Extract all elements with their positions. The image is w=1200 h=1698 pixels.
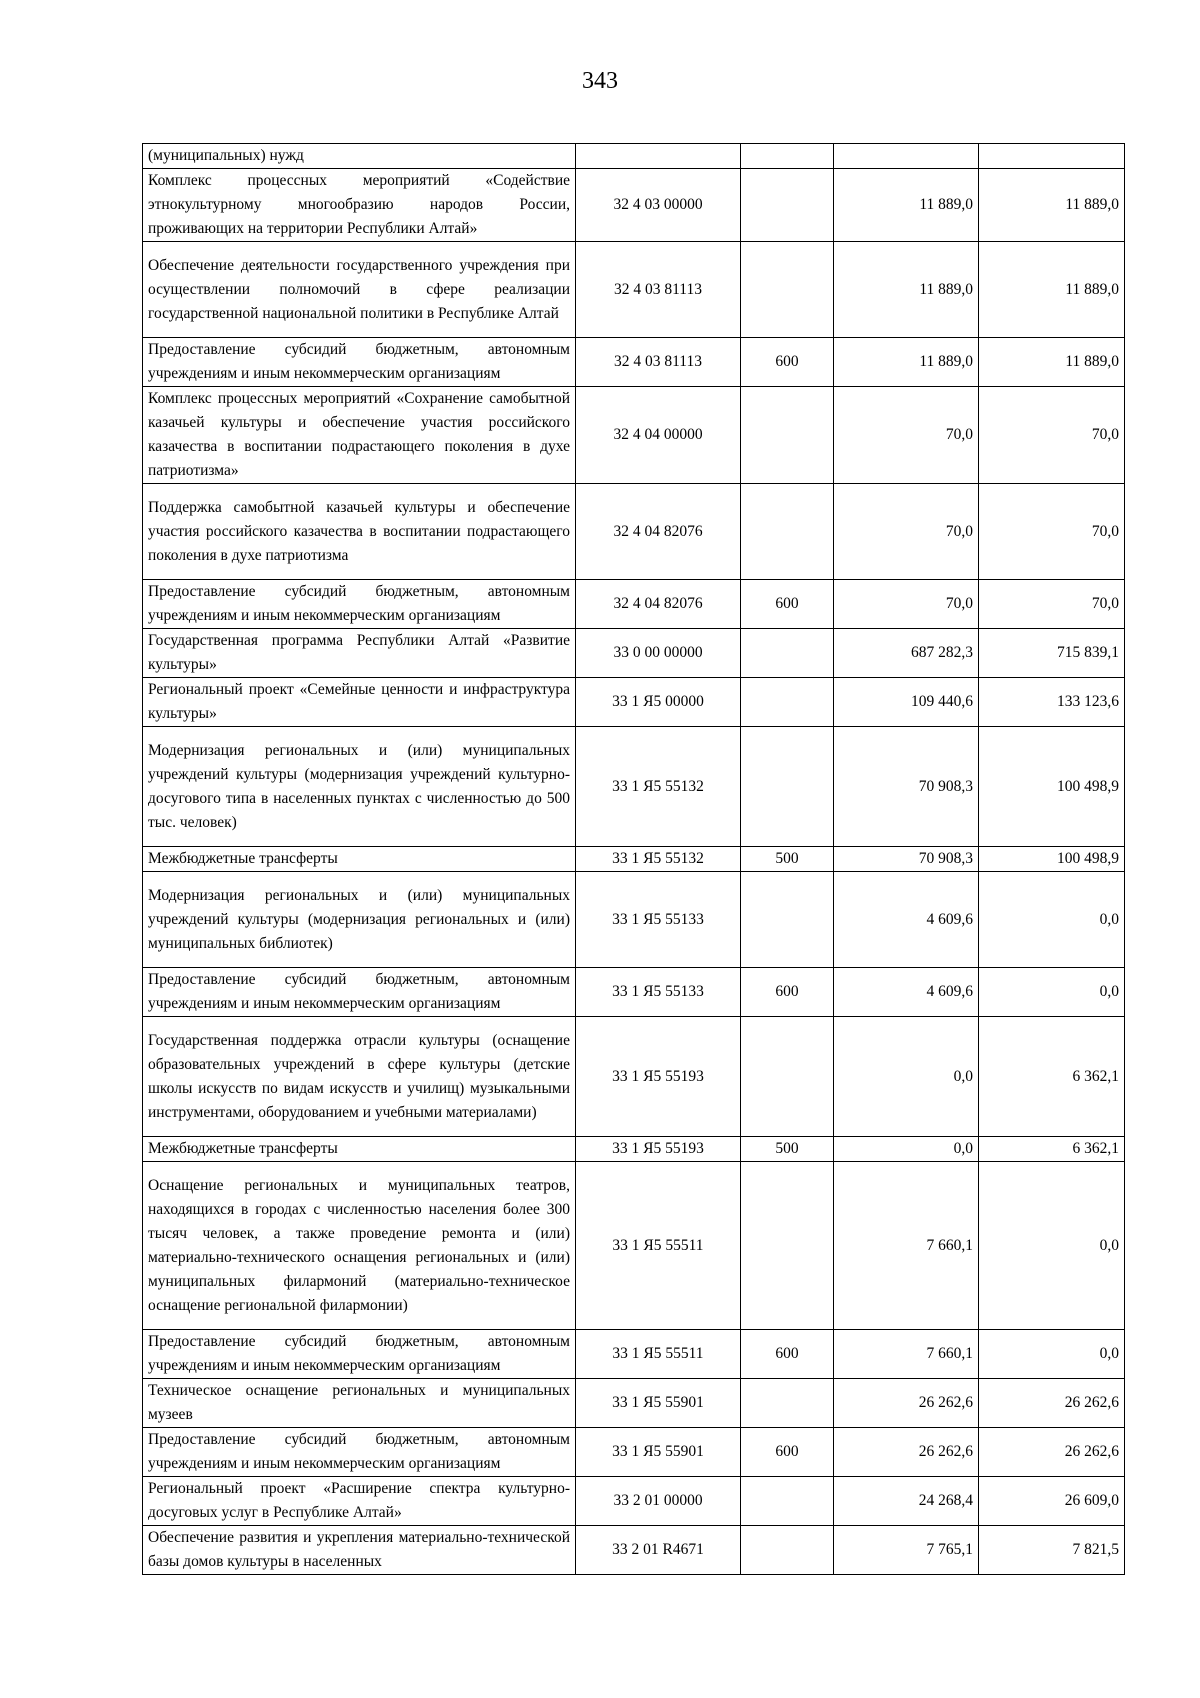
- row-amount-year1: 4 609,6: [834, 872, 979, 968]
- row-amount-year1: 26 262,6: [834, 1428, 979, 1477]
- row-code: 33 1 Я5 55132: [576, 727, 741, 847]
- row-expense-type: [741, 387, 834, 484]
- table-row: [143, 580, 1125, 629]
- row-code: 33 1 Я5 55193: [576, 1017, 741, 1137]
- row-amount-year2: 715 839,1: [979, 629, 1125, 678]
- row-expense-type: 600: [741, 338, 834, 387]
- row-amount-year2: 0,0: [979, 968, 1125, 1017]
- row-amount-year1: 70,0: [834, 387, 979, 484]
- row-name: Межбюджетные трансферты: [143, 847, 576, 872]
- table-row: [143, 1379, 1125, 1428]
- row-expense-type: [741, 169, 834, 242]
- row-name: (муниципальных) нужд: [143, 144, 576, 169]
- row-amount-year1: 70,0: [834, 580, 979, 629]
- row-amount-year1: 70 908,3: [834, 727, 979, 847]
- row-expense-type: [741, 1526, 834, 1575]
- row-expense-type: [741, 629, 834, 678]
- row-amount-year2: [979, 144, 1125, 169]
- row-code: 33 1 Я5 55511: [576, 1162, 741, 1330]
- table-row: [143, 1017, 1125, 1137]
- row-expense-type: 500: [741, 847, 834, 872]
- table-row: [143, 678, 1125, 727]
- row-name: Государственная поддержка отрасли культуры (оснащение образовательных учреждений в сфере культуры (детские школы искусств по видам искусств и училищ) музыкальными инструментами, оборудованием и учебными материалами): [143, 1017, 576, 1137]
- row-code: 33 0 00 00000: [576, 629, 741, 678]
- row-amount-year2: 6 362,1: [979, 1017, 1125, 1137]
- table-row: [143, 1162, 1125, 1330]
- row-amount-year1: 0,0: [834, 1017, 979, 1137]
- table-row: [143, 968, 1125, 1017]
- row-amount-year1: 11 889,0: [834, 169, 979, 242]
- row-code: 33 1 Я5 55133: [576, 968, 741, 1017]
- row-name: Предоставление субсидий бюджетным, автономным учреждениям и иным некоммерческим организациям: [143, 1428, 576, 1477]
- row-amount-year2: 100 498,9: [979, 847, 1125, 872]
- row-amount-year1: 24 268,4: [834, 1477, 979, 1526]
- row-name: Поддержка самобытной казачьей культуры и обеспечение участия российского казачества в воспитании подрастающего поколения в духе патриотизма: [143, 484, 576, 580]
- row-expense-type: 600: [741, 1330, 834, 1379]
- row-amount-year1: 4 609,6: [834, 968, 979, 1017]
- row-expense-type: 600: [741, 580, 834, 629]
- row-name: Обеспечение деятельности государственного учреждения при осуществлении полномочий в сфере реализации государственной национальной политики в Республике Алтай: [143, 242, 576, 338]
- row-expense-type: 500: [741, 1137, 834, 1162]
- table-row: [143, 144, 1125, 169]
- row-expense-type: [741, 727, 834, 847]
- table-row: [143, 169, 1125, 242]
- row-amount-year1: 70 908,3: [834, 847, 979, 872]
- row-code: 32 4 04 82076: [576, 580, 741, 629]
- table-row: [143, 727, 1125, 847]
- row-amount-year2: 7 821,5: [979, 1526, 1125, 1575]
- row-amount-year1: 109 440,6: [834, 678, 979, 727]
- row-amount-year2: 70,0: [979, 580, 1125, 629]
- row-expense-type: [741, 1162, 834, 1330]
- row-expense-type: [741, 484, 834, 580]
- row-name: Модернизация региональных и (или) муниципальных учреждений культуры (модернизация региональных и (или) муниципальных библиотек): [143, 872, 576, 968]
- row-amount-year1: 26 262,6: [834, 1379, 979, 1428]
- row-name: Государственная программа Республики Алтай «Развитие культуры»: [143, 629, 576, 678]
- row-name: Предоставление субсидий бюджетным, автономным учреждениям и иным некоммерческим организациям: [143, 338, 576, 387]
- row-expense-type: [741, 1477, 834, 1526]
- row-expense-type: 600: [741, 968, 834, 1017]
- row-name: Техническое оснащение региональных и муниципальных музеев: [143, 1379, 576, 1428]
- page-number: 343: [582, 68, 618, 94]
- row-amount-year2: 26 609,0: [979, 1477, 1125, 1526]
- table-row: [143, 1428, 1125, 1477]
- row-amount-year2: 0,0: [979, 1162, 1125, 1330]
- row-code: 33 1 Я5 55511: [576, 1330, 741, 1379]
- table-row: [143, 1330, 1125, 1379]
- row-code: 32 4 04 82076: [576, 484, 741, 580]
- row-expense-type: [741, 1379, 834, 1428]
- row-name: Предоставление субсидий бюджетным, автономным учреждениям и иным некоммерческим организациям: [143, 968, 576, 1017]
- row-code: 32 4 04 00000: [576, 387, 741, 484]
- row-name: Предоставление субсидий бюджетным, автономным учреждениям и иным некоммерческим организациям: [143, 1330, 576, 1379]
- row-name: Комплекс процессных мероприятий «Сохранение самобытной казачьей культуры и обеспечение участия российского казачества в воспитании подрастающего поколения в духе патриотизма»: [143, 387, 576, 484]
- row-amount-year2: 6 362,1: [979, 1137, 1125, 1162]
- row-amount-year1: 11 889,0: [834, 338, 979, 387]
- table-row: [143, 242, 1125, 338]
- row-expense-type: [741, 144, 834, 169]
- row-name: Обеспечение развития и укрепления материально-технической базы домов культуры в населенных: [143, 1526, 576, 1575]
- row-amount-year1: [834, 144, 979, 169]
- row-code: 32 4 03 00000: [576, 169, 741, 242]
- row-code: 33 1 Я5 55901: [576, 1428, 741, 1477]
- row-amount-year2: 26 262,6: [979, 1428, 1125, 1477]
- row-amount-year2: 70,0: [979, 387, 1125, 484]
- row-code: [576, 144, 741, 169]
- row-name: Модернизация региональных и (или) муниципальных учреждений культуры (модернизация учреждений культурно-досугового типа в населенных пунктах с численностью до 500 тыс. человек): [143, 727, 576, 847]
- budget-table: [142, 143, 1125, 1575]
- row-code: 32 4 03 81113: [576, 338, 741, 387]
- row-name: Межбюджетные трансферты: [143, 1137, 576, 1162]
- budget-table-body: [143, 144, 1125, 1575]
- row-code: 32 4 03 81113: [576, 242, 741, 338]
- table-row: [143, 338, 1125, 387]
- table-row: [143, 872, 1125, 968]
- row-amount-year2: 26 262,6: [979, 1379, 1125, 1428]
- row-name: Региональный проект «Расширение спектра культурно-досуговых услуг в Республике Алтай»: [143, 1477, 576, 1526]
- row-amount-year1: 687 282,3: [834, 629, 979, 678]
- row-code: 33 1 Я5 55133: [576, 872, 741, 968]
- row-amount-year1: 7 660,1: [834, 1162, 979, 1330]
- row-amount-year1: 7 765,1: [834, 1526, 979, 1575]
- table-row: [143, 387, 1125, 484]
- row-amount-year2: 70,0: [979, 484, 1125, 580]
- table-row: [143, 847, 1125, 872]
- row-expense-type: [741, 1017, 834, 1137]
- row-code: 33 1 Я5 55901: [576, 1379, 741, 1428]
- row-amount-year1: 0,0: [834, 1137, 979, 1162]
- row-code: 33 1 Я5 55132: [576, 847, 741, 872]
- row-expense-type: [741, 678, 834, 727]
- row-amount-year2: 11 889,0: [979, 169, 1125, 242]
- table-row: [143, 484, 1125, 580]
- row-expense-type: [741, 242, 834, 338]
- row-amount-year2: 0,0: [979, 1330, 1125, 1379]
- row-amount-year2: 0,0: [979, 872, 1125, 968]
- row-name: Оснащение региональных и муниципальных театров, находящихся в городах с численностью населения более 300 тысяч человек, а также проведение ремонта и (или) материально-технического оснащения региональных и (или) муниципальных филармоний (материально-техническое оснащение региональной филармонии): [143, 1162, 576, 1330]
- row-code: 33 2 01 R4671: [576, 1526, 741, 1575]
- row-code: 33 2 01 00000: [576, 1477, 741, 1526]
- table-row: [143, 1477, 1125, 1526]
- row-amount-year2: 100 498,9: [979, 727, 1125, 847]
- row-code: 33 1 Я5 55193: [576, 1137, 741, 1162]
- row-amount-year1: 70,0: [834, 484, 979, 580]
- table-row: [143, 1526, 1125, 1575]
- row-amount-year2: 11 889,0: [979, 338, 1125, 387]
- row-amount-year1: 7 660,1: [834, 1330, 979, 1379]
- row-name: Предоставление субсидий бюджетным, автономным учреждениям и иным некоммерческим организациям: [143, 580, 576, 629]
- row-amount-year2: 11 889,0: [979, 242, 1125, 338]
- row-name: Комплекс процессных мероприятий «Содействие этнокультурному многообразию народов России, проживающих на территории Республики Алтай»: [143, 169, 576, 242]
- table-row: [143, 1137, 1125, 1162]
- table-row: [143, 629, 1125, 678]
- row-expense-type: [741, 872, 834, 968]
- row-expense-type: 600: [741, 1428, 834, 1477]
- row-amount-year1: 11 889,0: [834, 242, 979, 338]
- row-name: Региональный проект «Семейные ценности и инфраструктура культуры»: [143, 678, 576, 727]
- row-amount-year2: 133 123,6: [979, 678, 1125, 727]
- row-code: 33 1 Я5 00000: [576, 678, 741, 727]
